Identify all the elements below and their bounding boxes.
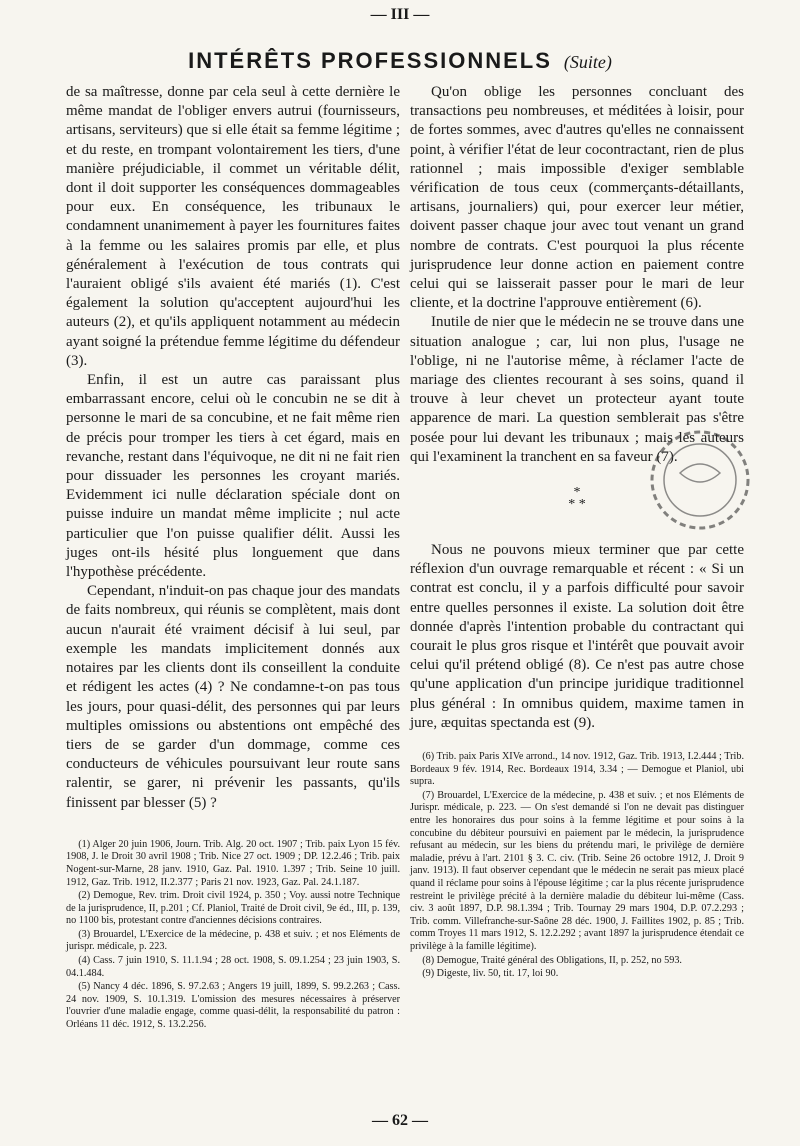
footnote: (3) Brouardel, L'Exercice de la médecine, p. 438 et suiv. ; et nos Eléments de jurispr. médicale, p. 223. (66, 928, 400, 953)
footnote: (7) Brouardel, L'Exercice de la médecine, p. 438 et suiv. ; et nos Eléments de Jurispr. médicale, p. 223. — On s'est demandé si l'on ne devait pas distinguer entre les honoraires dus pour soins à la femme légitime et pour soins à la concubine du débiteur poursuivi en paiement par le médecin, la jurisprudence refusant au médecin, sur les biens du prétendu mari, le privilège de dernière maladie, prévu à l'art. 2101 § 3. C. civ. (Trib. Seine 26 octobre 1912, J. Droit 9 janv. 1913). Il faut observer cependant que le médecin ne serait pas mieux placé quand il réclame pour soins à l'épouse légitime ; car la plus récente jurisprudence restreint le privilège précité à la dernière maladie du débiteur lui-même (Cass. civ. 3 août 1897, D.P. 98.1.394 ; Trib. Tournay 29 mars 1904, D.P. 07.2.293 ; Trib. comm. Villefranche-sur-Saône 28 déc. 1900, J. Faillites 1902, p. 85 ; Trib. comm Troyes 11 mars 1912, S. 12.2.292 ; avant 1897 la jurisprudence étendait ce privilège à la famille légitime). (410, 789, 744, 952)
title-main: INTÉRÊTS PROFESSIONNELS (188, 48, 552, 73)
footnote: (9) Digeste, liv. 50, tit. 17, loi 90. (422, 968, 559, 980)
paragraph: Qu'on oblige les personnes concluant des transactions peu nombreuses, et méditées à loisir, pour de fortes sommes, avec d'autres qu'elles ne connaissent point, à vérifier l'état de leur cocontractant, rien de plus rationnel ; mais impossible d'exiger semblable vérification de tous ceux (commerçants-détaillants, artisans, journaliers) qui, pour exercer leur métier, doivent passer chaque jour avec tout venant un grand nombre de contrats. C'est pourquoi la plus récente jurisprudence leur donne action en paiement contre celui qui se laisserait passer pour le mari de leur cliente, et la doctrine l'approuve entièrement (6). (410, 84, 744, 312)
paragraph: Cependant, n'induit-on pas chaque jour des mandats de faits nombreux, qui réunis se complètent, mais dont aucun n'aurait été vraiment décisif à lui seul, par exemple les mandats implicitement donnés aux notaires par les clients dont ils conseillent la conduite et rédigent les actes (4) ? Ne condamne-t-on pas tous les jours, pour quasi-délit, des personnes qui par leurs multiples omissions ou abstentions ont empêché des tiers de se garder d'un dommage, comme ces conducteurs de véhicules poursuivant leur route sans ralentir, se garer, ni prévenir les passants, qu'ils finissent par blesser (5) ? (66, 583, 400, 811)
asterism-separator: * * * (568, 485, 586, 513)
left-column (66, 83, 400, 1033)
footnote: (2) Demogue, Rev. trim. Droit civil 1924, p. 350 ; Voy. aussi notre Technique de la jurisprudence, II, p.201 ; Cf. Planiol, Traité de Droit civil, 9e éd., III, p. 139, no 1100 bis, protestant contre d'anciennes décisions contraires. (66, 890, 400, 927)
page-roman-numeral: — III — (370, 6, 430, 23)
title-suite: (Suite) (563, 52, 612, 72)
paragraph: Inutile de nier que le médecin ne se trouve dans une situation analogue ; car, lui non plus, l'usage ne l'oblige, ni ne l'autorise même, à réclamer l'acte de mariage des clientes recourant à ses soins, quand il trouve à leur chevet un protecteur ayant toute apparence de mari. La question semblerait pas s'être posée pour lui devant les tribunaux ; mais les auteurs qui l'examinent la tranchent en sa faveur (7). (410, 314, 744, 465)
paragraph: Nous ne pouvons mieux terminer que par cette réflexion d'un ouvrage remarquable et récent : « Si un contrat est conclu, il y a parfois difficulté pour savoir entre quelles personnes il existe. La solution doit être donnée d'après l'intention probable du contractant qui courait le plus gros risque et l'intérêt que pouvait avoir celui qu'il prétend obligé (8). Ce n'est pas autre chose qu'une application d'un principe juridique traditionnel plus général : In omnibus quidem, maxime tamen in jure, æquitas spectanda est (9). (410, 542, 744, 731)
right-body (410, 83, 744, 733)
paragraph: de sa maîtresse, donne par cela seul à cette dernière le même mandat de l'obliger envers autrui (fournisseurs, artisans, serviteurs) que si elle était sa femme légitime ; et du reste, en trompant volontairement les tiers, d'une manière préjudiciable, il commet un véritable délit, dont il doit supporter les conséquences dommageables pour eux. En conséquence, les tribunaux le condamnent unanimement à payer les fournitures faites à la femme ou les salaires promis par elle, et plus généralement à l'exécution de tous contrats qui l'auraient obligé s'ils avaient été mariés (1). C'est également la solution qu'acceptent aujourd'hui les auteurs (2), et qu'ils appliquent notamment au médecin ayant soigné la prétendue femme légitime du défendeur (3). (66, 84, 400, 369)
left-body (66, 83, 400, 813)
footnote: (1) Alger 20 juin 1906, Journ. Trib. Alg. 20 oct. 1907 ; Trib. paix Lyon 15 fév. 1908, J. le Droit 30 avril 1908 ; Trib. Nice 27 oct. 1909 ; DP. 12.2.46 ; Trib. paix Nogent-sur-Marne, 28 janv. 1910, Gaz. Pal. 1910. 1.397 ; Trib. Seine 10 juill. 1912, Gaz. Trib. 1912, II.2.377 ; Paris 21 nov. 1923, Gaz. Pal. 24.1.187. (66, 838, 400, 888)
right-footnotes (410, 751, 744, 981)
paragraph: Enfin, il est un autre cas paraissant plus embarrassant encore, celui où le concubin ne se dit à personne le mari de sa concubine, et ne fait même rien de précis pour tromper les tiers à cet égard, mais en revanche, restant dans l'équivoque, ne dit ni ne fait rien pour dissuader les personnes les croyant mariés. Evidemment ici nulle déclaration spéciale dont on puisse induire un mandat même implicite ; nul acte particulier que l'on puisse qualifier délit. Aussi les juges ont-ils hésité plus longuement que dans l'hypothèse précédente. (66, 372, 400, 581)
left-footnotes (66, 839, 400, 1032)
footnote: (4) Cass. 7 juin 1910, S. 11.1.94 ; 28 oct. 1908, S. 09.1.254 ; 23 juin 1903, S. 04.1.484. (66, 955, 400, 979)
footnote: (6) Trib. paix Paris XIVe arrond., 14 nov. 1912, Gaz. Trib. 1913, I.2.444 ; Trib. Bordeaux 9 fév. 1914, Rec. Bordeaux 1914, 3.34 ; — Demogue et Planiol, ubi supra. (410, 751, 744, 788)
page-number: — 62 — (372, 1112, 428, 1129)
section-title (0, 48, 800, 74)
footnote: (5) Nancy 4 déc. 1896, S. 97.2.63 ; Angers 19 juill, 1899, S. 99.2.263 ; Cass. 24 nov. 1909, S. 10.1.319. L'omission des mesures nécessaires à préserver l'ouvrier d'une maladie engage, comme quasi-délit, la responsabilité du patron : Orléans 11 déc. 1912, S. 13.2.256. (66, 981, 400, 1031)
library-stamp-icon (620, 418, 760, 538)
footnote: (8) Demogue, Traité général des Obligations, II, p. 252, no 593. (422, 954, 682, 966)
